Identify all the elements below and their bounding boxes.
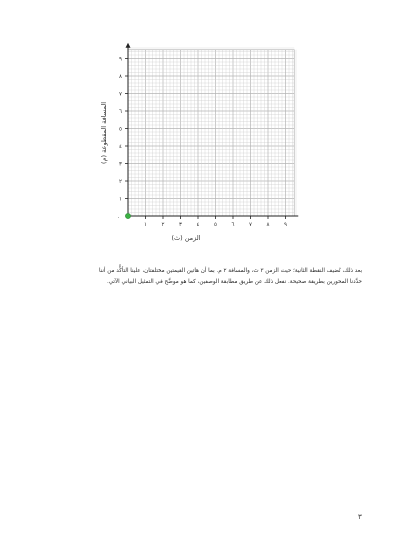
x-tick-label: ٤ — [196, 222, 200, 228]
y-axis-arrow — [126, 43, 131, 48]
paragraph-line-1: بعد ذلك، نُضيف النقطة الثانية؛ حيث الزمن ٣ ث، والمسافة ٢ م. بما أن هاتين القيمتين مختلفتان، علينا التأكُّد من أننا — [98, 268, 362, 274]
y-tick-label: ٤ — [119, 144, 122, 150]
y-axis-label: المسافة المقطوعة (م) — [100, 101, 108, 165]
y-tick-label: ٥ — [119, 126, 122, 133]
y-tick-label: ٢ — [119, 179, 122, 185]
grid-border — [128, 50, 294, 216]
origin-point — [125, 213, 130, 218]
y-tick-label: ٧ — [119, 91, 122, 98]
y-tick-label: ٩ — [119, 56, 122, 63]
graph-ticks — [119, 57, 287, 229]
page-number: ٣ — [358, 513, 362, 521]
x-tick-label: ٣ — [179, 222, 182, 228]
x-tick-label: ٥ — [214, 222, 217, 228]
x-axis-label: الزمن (ث) — [171, 234, 201, 242]
x-tick-label: ٨ — [266, 222, 270, 228]
distance-time-graph — [0, 0, 400, 260]
x-tick-label: ٧ — [249, 222, 252, 228]
x-tick-label: ٢ — [161, 222, 165, 228]
x-tick-label: ٦ — [231, 222, 235, 228]
x-tick-label: ١ — [144, 222, 147, 228]
paragraph-line-2: حدَّدنا المحورين بطريقة صحيحة. نفعل ذلك عن طريق مطابقة الوصفين، كما هو موضَّح في التمثيل البياني الآتي. — [106, 278, 362, 285]
x-tick-label: ٩ — [284, 222, 287, 228]
origin-label: ٠ — [117, 215, 120, 221]
y-tick-label: ٦ — [119, 109, 122, 115]
y-tick-label: ١ — [119, 196, 122, 203]
y-tick-label: ٨ — [119, 74, 122, 80]
graph-grid — [128, 48, 296, 216]
y-tick-label: ٣ — [119, 161, 122, 168]
explanation-paragraph — [40, 266, 362, 287]
